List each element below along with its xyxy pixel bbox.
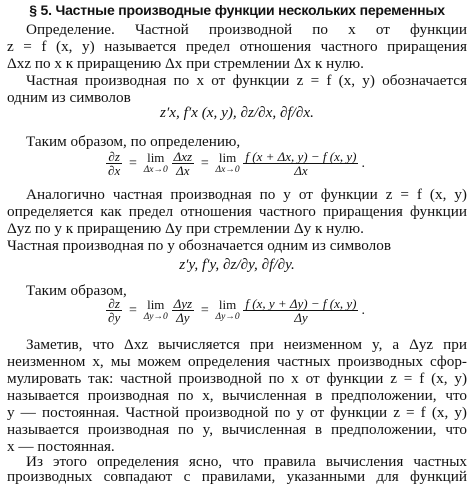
text-line: называется производная по y, вычисленная в предположении, что [7,421,467,438]
limit: lim Δx→0 [215,149,240,175]
limit: lim Δy→0 [143,296,168,322]
text-line: производных совпадают с правилами, указанными для функций [7,468,467,485]
fraction: $\frac{f (x + \Delta x, y) - f (x, y)}{\Delta x}$ [245,149,357,178]
formula-partial-x: $\frac{\partial z}{\partial x}$ = lim Δx→0 $\frac{\text{Δxz}}{\Delta x}$ = lim Δx→0 $\frac{f (x + \Delta x, y) - f (x, y)}{\Delta x}$ . [108,149,365,178]
symbols-x: z′x, f′x (x, y), ∂z/∂x, ∂f/∂x. [160,104,314,121]
fraction: $\frac{\partial z}{\partial y}$ [108,296,121,325]
text-line: Заметив, что Δxz вычисляется при неизменном y, а Δyz при [26,336,467,353]
fraction: $\frac{\text{Δyz}}{\Delta y}$ [173,296,193,325]
text-line: Таким образом, по определению, [26,133,241,150]
formula-partial-y: $\frac{\partial z}{\partial y}$ = lim Δy→0 $\frac{\text{Δyz}}{\Delta y}$ = lim Δy→0 $\frac{f (x, y + \Delta y) - f (x, y)}{\Delta y}$ . [108,296,365,325]
text-line: Частная производная по y обозначается одним из символов [7,237,391,254]
fraction: $\frac{f (x, y + \Delta y) - f (x, y)}{\Delta y}$ [245,296,357,325]
text-line: определяется как предел отношения частного приращения функции [7,203,467,220]
limit: lim Δy→0 [215,296,240,322]
fraction: $\frac{\partial z}{\partial x}$ [108,149,121,178]
text-line: Δxz по x к приращению Δx при стремлении Δx к нулю. [7,55,364,72]
text-line: Δyz по y к приращению Δy при стремлении Δy к нулю. [7,220,364,237]
text-line: называется производная по x, вычисленная в предположении, что [7,387,467,404]
text-line: x — постоянная. [7,438,115,455]
text-line: Из этого определения ясно, что правила вычисления частных [26,453,467,470]
section-title: § 5. Частные производные функции нескольких переменных [29,2,445,18]
text-line: неизменном x, мы можем определения частных производных сфор- [7,353,467,370]
text-line: Аналогично частная производная по y от функции z = f (x, y) [26,186,467,203]
symbols-y: z′y, f′y, ∂z/∂y, ∂f/∂y. [179,256,295,273]
text-line: y — постоянная. Частной производной по y от функции z = f (x, y) [7,404,467,421]
text-line: Определение. Частной производной по x от функции [26,21,467,38]
text-line: одним из символов [7,89,131,106]
fraction: $\frac{\text{Δxz}}{\Delta x}$ [173,149,193,178]
text-line: Частная производная по x от функции z = f (x, y) обозначается [26,72,467,89]
text-line: мулировать так: частной производной по x от функции z = f (x, y) [7,370,467,387]
text-line: Таким образом, [26,282,127,299]
limit: lim Δx→0 [143,149,168,175]
text-line: z = f (x, y) называется предел отношения частного приращения [7,38,467,55]
